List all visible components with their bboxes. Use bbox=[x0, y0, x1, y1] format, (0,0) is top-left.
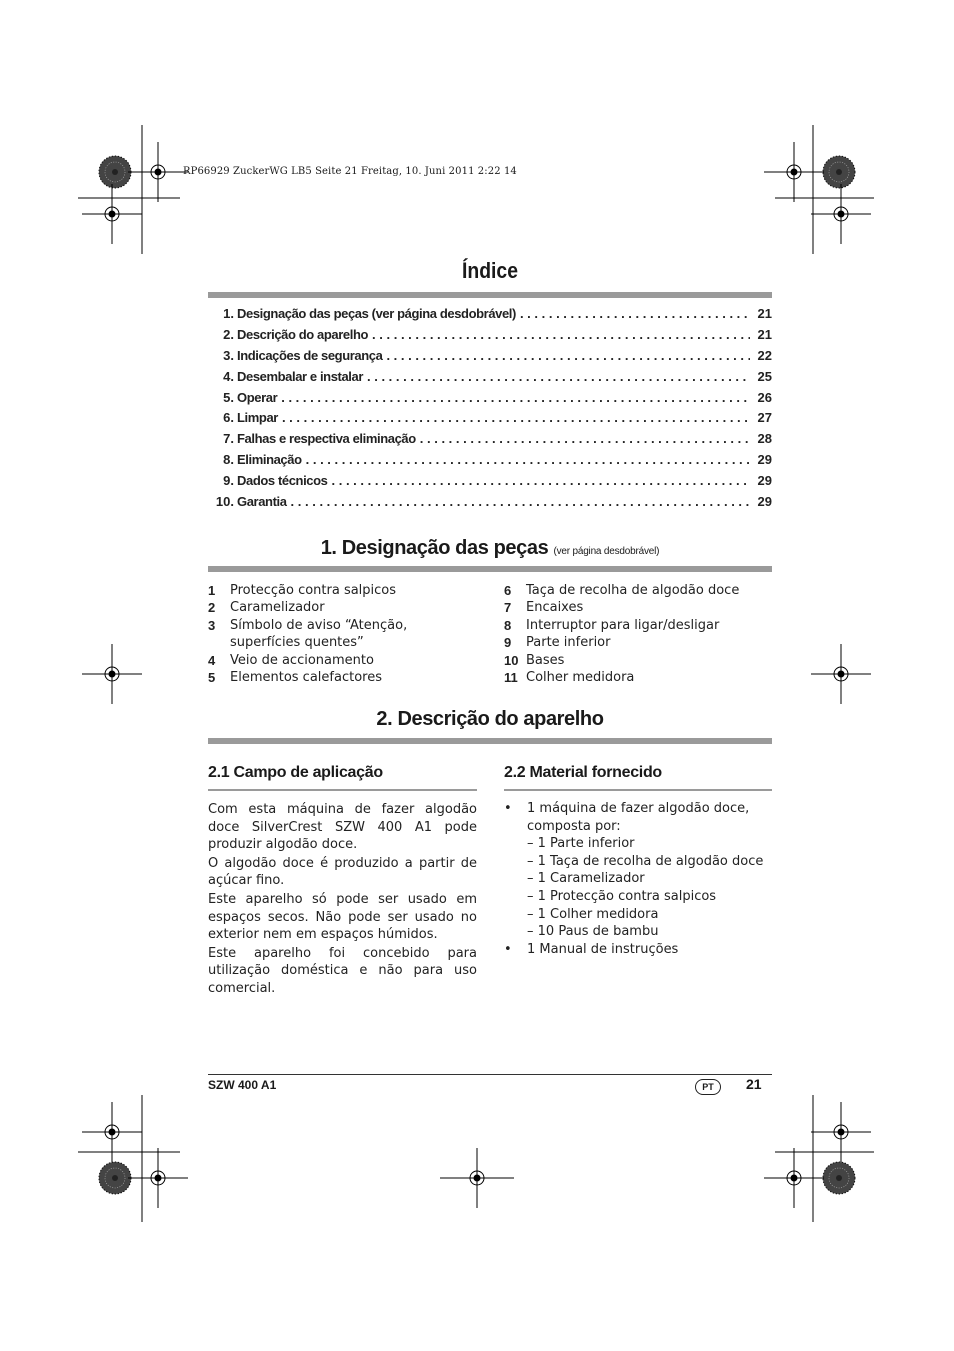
part-number: 9 bbox=[504, 635, 512, 651]
subsection-2-1-title: 2.1 Campo de aplicação bbox=[208, 764, 383, 781]
registration-mark-top-left bbox=[78, 125, 188, 254]
page-number: 21 bbox=[746, 1076, 762, 1092]
toc-entry[interactable] bbox=[208, 369, 772, 390]
dash-icon: – bbox=[527, 888, 534, 904]
toc-entry-label: Designação das peças (ver página desdobrável) bbox=[237, 306, 516, 321]
registration-mark-top-right bbox=[764, 125, 874, 254]
toc-entry-label: Operar bbox=[237, 389, 278, 405]
toc-entry[interactable] bbox=[208, 410, 772, 431]
part-label: Bases bbox=[526, 652, 565, 668]
list-item bbox=[208, 669, 478, 686]
toc-entry-number: 6. bbox=[223, 410, 234, 426]
list-item bbox=[504, 617, 772, 634]
toc-entry-page: 29 bbox=[757, 452, 772, 468]
toc-entry-number: 2. bbox=[223, 326, 234, 342]
subitem-label: 1 Taça de recolha de algodão doce bbox=[537, 853, 764, 869]
section1-title: 1. Designação das peças bbox=[320, 537, 549, 559]
list-item bbox=[208, 652, 478, 669]
subsection-2-1-rule bbox=[208, 789, 477, 791]
list-item bbox=[208, 617, 478, 652]
part-label: Colher medidora bbox=[526, 670, 635, 686]
toc-entry-label: Indicações de segurança bbox=[237, 347, 383, 363]
list-item bbox=[504, 941, 772, 959]
registration-mark-mid-left bbox=[82, 644, 142, 704]
part-label: Interruptor para ligar/desligar bbox=[526, 617, 720, 633]
part-number: 6 bbox=[504, 583, 512, 598]
part-label: Veio de accionamento bbox=[230, 652, 374, 668]
toc-entry-label: Desembalar e instalar bbox=[237, 368, 364, 384]
footer-model: SZW 400 A1 bbox=[208, 1078, 277, 1092]
toc-entry[interactable] bbox=[208, 452, 772, 473]
subitem-label: 1 Colher medidora bbox=[537, 906, 659, 922]
toc-entry[interactable] bbox=[208, 348, 772, 369]
toc-entry-label: Limpar bbox=[237, 410, 278, 426]
toc-dot-leader bbox=[372, 327, 750, 342]
part-label: Símbolo de aviso “Atenção, superfícies quentes” bbox=[230, 617, 408, 651]
part-number: 4 bbox=[208, 652, 216, 668]
section1-rule bbox=[208, 566, 772, 572]
toc-dot-leader bbox=[367, 369, 750, 384]
toc-entry-label: Descrição do aparelho bbox=[237, 326, 369, 342]
registration-mark-bottom-center bbox=[440, 1148, 514, 1208]
list-item bbox=[208, 599, 478, 616]
toc-entry-page: 29 bbox=[757, 494, 772, 510]
part-label: Elementos calefactores bbox=[230, 670, 382, 686]
subitem-label: 1 Parte inferior bbox=[537, 836, 635, 852]
list-item bbox=[504, 906, 772, 924]
subitem-label: 10 Paus de bambu bbox=[537, 924, 659, 940]
table-of-contents bbox=[208, 306, 772, 515]
toc-entry-page: 27 bbox=[757, 410, 772, 426]
index-rule bbox=[208, 292, 772, 298]
registration-mark-mid-right bbox=[811, 644, 871, 704]
part-number: 10 bbox=[504, 652, 519, 668]
dash-icon: – bbox=[527, 853, 534, 869]
toc-entry-label: Garantia bbox=[237, 494, 287, 510]
list-item bbox=[504, 669, 772, 686]
subitem-label: 1 Protecção contra salpicos bbox=[537, 888, 717, 904]
toc-entry-number: 4. bbox=[223, 368, 234, 384]
part-label: Taça de recolha de algodão doce bbox=[526, 583, 740, 598]
toc-entry[interactable] bbox=[208, 494, 772, 515]
language-badge: PT bbox=[695, 1079, 721, 1095]
list-item bbox=[504, 652, 772, 669]
list-item bbox=[504, 870, 772, 888]
print-header: RP66929 ZuckerWG LB5 Seite 21 Freitag, 10. Juni 2011 2:22 14 bbox=[183, 166, 517, 177]
subsection-2-2-title: 2.2 Material fornecido bbox=[504, 764, 662, 781]
paragraph: O algodão doce é produzido a partir de açúcar fino. bbox=[208, 855, 477, 889]
toc-entry-label: Eliminação bbox=[237, 452, 302, 468]
toc-entry-number: 10. bbox=[215, 494, 234, 510]
section1-heading bbox=[208, 537, 772, 560]
list-item bbox=[504, 599, 772, 616]
dash-icon: – bbox=[527, 836, 534, 852]
part-number: 7 bbox=[504, 600, 512, 616]
item-label: 1 Manual de instruções bbox=[527, 941, 679, 957]
part-number: 2 bbox=[208, 600, 216, 616]
part-number: 1 bbox=[208, 583, 216, 598]
toc-dot-leader bbox=[420, 431, 750, 446]
list-item bbox=[504, 800, 772, 835]
item-label: 1 máquina de fazer algodão doce, composta por: bbox=[527, 801, 750, 834]
list-item bbox=[504, 853, 772, 871]
paragraph: Este aparelho só pode ser usado em espaços secos. Não pode ser usado no exterior nem em espaços húmidos. bbox=[208, 891, 477, 943]
bullet-icon: • bbox=[504, 801, 512, 816]
toc-entry-label: Dados técnicos bbox=[237, 473, 328, 489]
part-label: Protecção contra salpicos bbox=[230, 583, 397, 598]
toc-entry-page: 21 bbox=[757, 306, 772, 321]
toc-dot-leader bbox=[291, 494, 750, 509]
paragraph: Este aparelho foi concebido para utilização doméstica e não para uso comercial. bbox=[208, 945, 477, 996]
toc-entry-number: 3. bbox=[223, 347, 234, 363]
part-number: 8 bbox=[504, 617, 512, 633]
list-item bbox=[504, 835, 772, 853]
toc-entry[interactable] bbox=[208, 390, 772, 411]
section2-rule bbox=[208, 738, 772, 744]
toc-dot-leader bbox=[332, 473, 751, 488]
toc-entry[interactable] bbox=[208, 473, 772, 494]
part-number: 11 bbox=[504, 670, 518, 686]
supplied-material-list bbox=[504, 800, 772, 958]
dash-icon: – bbox=[527, 924, 534, 940]
toc-entry-page: 28 bbox=[757, 431, 772, 447]
toc-entry-number: 1. bbox=[223, 306, 234, 321]
list-item bbox=[208, 582, 478, 599]
toc-dot-leader bbox=[386, 348, 750, 363]
part-label: Caramelizador bbox=[230, 600, 325, 616]
subitem-label: 1 Caramelizador bbox=[537, 871, 645, 887]
toc-entry[interactable] bbox=[208, 327, 772, 348]
toc-entry-page: 29 bbox=[757, 473, 772, 489]
toc-entry-page: 25 bbox=[757, 368, 772, 384]
bullet-icon: • bbox=[504, 941, 512, 957]
paragraph: Com esta máquina de fazer algodão doce SilverCrest SZW 400 A1 pode produzir algodão doce. bbox=[208, 802, 477, 853]
dash-icon: – bbox=[527, 906, 534, 922]
part-label: Encaixes bbox=[526, 600, 584, 616]
list-item bbox=[504, 582, 772, 599]
part-number: 5 bbox=[208, 670, 216, 686]
part-number: 3 bbox=[208, 617, 216, 633]
toc-entry-label: Falhas e respectiva eliminação bbox=[237, 431, 416, 447]
part-label: Parte inferior bbox=[526, 635, 611, 651]
dash-icon: – bbox=[527, 871, 534, 887]
toc-entry-page: 26 bbox=[757, 389, 772, 405]
list-item bbox=[504, 634, 772, 651]
registration-mark-bottom-right bbox=[764, 1095, 874, 1222]
toc-dot-leader bbox=[282, 410, 750, 425]
toc-entry-page: 22 bbox=[757, 347, 772, 363]
footer-rule bbox=[208, 1074, 772, 1075]
subsection-2-2-rule bbox=[504, 789, 772, 791]
registration-mark-bottom-left bbox=[78, 1095, 188, 1222]
list-item bbox=[504, 888, 772, 906]
parts-list-right bbox=[504, 582, 772, 686]
application-field-text bbox=[208, 801, 477, 999]
toc-entry[interactable] bbox=[208, 306, 772, 327]
parts-list-left bbox=[208, 582, 478, 686]
toc-entry-number: 9. bbox=[223, 473, 234, 489]
toc-entry-number: 7. bbox=[223, 431, 234, 447]
index-title: Índice bbox=[462, 258, 518, 283]
toc-dot-leader bbox=[306, 452, 750, 467]
toc-entry-number: 5. bbox=[223, 389, 234, 405]
section1-note: (ver página desdobrável) bbox=[553, 546, 660, 557]
toc-entry-number: 8. bbox=[223, 452, 234, 468]
toc-dot-leader bbox=[520, 306, 750, 321]
toc-entry-page: 21 bbox=[757, 326, 772, 342]
section2-title: 2. Descrição do aparelho bbox=[376, 708, 604, 730]
toc-entry[interactable] bbox=[208, 431, 772, 452]
list-item bbox=[504, 923, 772, 941]
toc-dot-leader bbox=[281, 390, 750, 405]
